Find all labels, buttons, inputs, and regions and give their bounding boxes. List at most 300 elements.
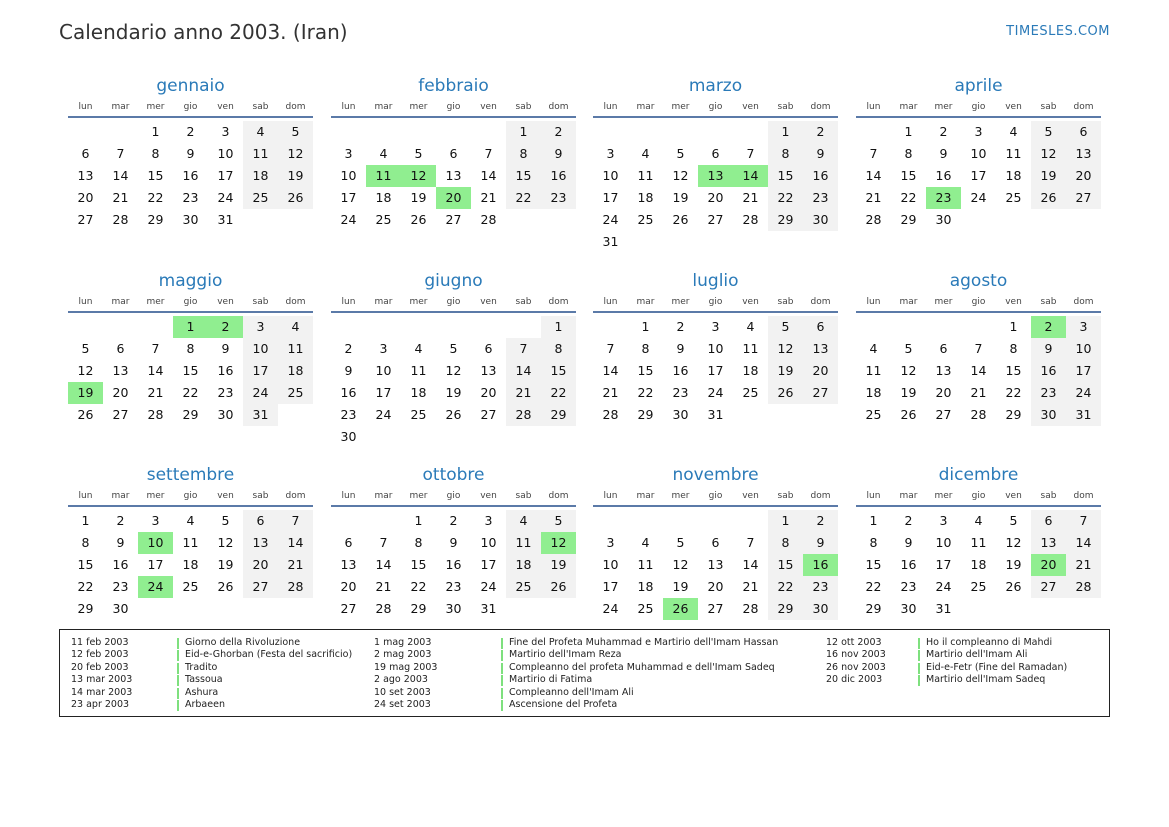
day-cell: 12	[77, 363, 94, 378]
legend-holiday-name: Fine del Profeta Muhammad e Martirio dell'Imam Hassan	[509, 637, 779, 648]
day-cell: 30	[900, 601, 917, 616]
weekday-label: ven	[480, 491, 497, 501]
day-cell: 6	[344, 535, 353, 550]
day-cell: 6	[81, 146, 90, 161]
day-cell: 25	[637, 212, 654, 227]
day-cell: 4	[379, 146, 388, 161]
day-cell: 2	[541, 121, 576, 143]
day-cell: 7	[278, 510, 313, 532]
day-cell: 30	[803, 598, 838, 620]
day-cell: 20	[707, 579, 724, 594]
page-title: Calendario anno 2003. (Iran)	[59, 20, 348, 44]
day-cell: 23	[803, 576, 838, 598]
weekday-label: mar	[374, 102, 393, 112]
legend-marker	[501, 663, 503, 674]
day-cell: 9	[939, 146, 948, 161]
day-cell: 15	[182, 363, 199, 378]
day-cell: 13	[340, 557, 357, 572]
day-cell: 29	[541, 404, 576, 426]
day-cell: 18	[637, 579, 654, 594]
day-cell: 8	[541, 338, 576, 360]
day-cell: 21	[506, 382, 541, 404]
day-cell: 20	[243, 554, 278, 576]
weekday-label: sab	[1040, 297, 1057, 307]
weekday-label: ven	[480, 297, 497, 307]
day-cell: 14	[375, 557, 392, 572]
day-cell: 26	[541, 576, 576, 598]
day-cell: 4	[414, 341, 423, 356]
day-cell: 13	[1066, 143, 1101, 165]
day-cell: 22	[182, 385, 199, 400]
day-cell: 12	[445, 363, 462, 378]
holiday-day: 14	[733, 165, 768, 187]
day-cell: 5	[414, 146, 423, 161]
weekday-label: gio	[446, 297, 461, 307]
day-cell: 24	[480, 579, 497, 594]
weekday-label: mer	[146, 491, 165, 501]
weekday-label: sab	[252, 491, 269, 501]
day-cell: 20	[803, 360, 838, 382]
day-cell: 21	[602, 385, 619, 400]
day-cell: 28	[865, 212, 882, 227]
month-gennaio	[68, 74, 313, 250]
weekday-label: dom	[548, 297, 569, 307]
day-cell: 21	[147, 385, 164, 400]
day-cell: 18	[970, 557, 987, 572]
day-cell: 25	[506, 576, 541, 598]
day-cell: 10	[707, 341, 724, 356]
day-cell: 18	[637, 190, 654, 205]
weekday-header	[856, 102, 1101, 118]
weekday-label: dom	[548, 102, 569, 112]
legend-date: 2 mag 2003	[374, 649, 432, 661]
day-cell: 28	[602, 407, 619, 422]
weekday-label: sab	[515, 102, 532, 112]
weekday-label: mar	[374, 297, 393, 307]
day-cell: 29	[182, 407, 199, 422]
weekday-label: dom	[810, 102, 831, 112]
day-cell: 29	[900, 212, 917, 227]
weekday-label: ven	[742, 491, 759, 501]
month-name: gennaio	[156, 76, 225, 96]
day-cell: 23	[672, 385, 689, 400]
weekday-label: gio	[446, 491, 461, 501]
day-cell: 13	[1031, 532, 1066, 554]
day-cell: 2	[344, 341, 353, 356]
day-cell: 25	[410, 407, 427, 422]
legend-marker	[177, 700, 179, 711]
day-cell: 31	[243, 404, 278, 426]
weekday-header	[856, 297, 1101, 313]
day-grid	[68, 118, 313, 250]
day-cell: 19	[1005, 557, 1022, 572]
day-cell: 8	[768, 143, 803, 165]
day-cell: 2	[803, 510, 838, 532]
day-cell: 20	[1066, 165, 1101, 187]
day-cell: 19	[410, 190, 427, 205]
weekday-label: lun	[603, 297, 618, 307]
weekday-label: dom	[1073, 297, 1094, 307]
weekday-label: sab	[1040, 102, 1057, 112]
day-cell: 27	[935, 407, 952, 422]
month-maggio	[68, 269, 313, 445]
day-cell: 8	[641, 341, 650, 356]
day-cell: 17	[340, 190, 357, 205]
weekday-header	[68, 297, 313, 313]
day-cell: 30	[217, 407, 234, 422]
day-cell: 7	[974, 341, 983, 356]
legend-marker	[177, 663, 179, 674]
day-cell: 8	[904, 146, 913, 161]
weekday-label: sab	[252, 102, 269, 112]
day-cell: 17	[602, 579, 619, 594]
holiday-day: 24	[138, 576, 173, 598]
day-cell: 19	[672, 190, 689, 205]
day-cell: 25	[865, 407, 882, 422]
day-cell: 1	[768, 510, 803, 532]
legend-date: 16 nov 2003	[826, 649, 886, 661]
weekday-label: mar	[899, 491, 918, 501]
day-cell: 11	[506, 532, 541, 554]
day-cell: 30	[672, 407, 689, 422]
day-cell: 22	[506, 187, 541, 209]
month-name: agosto	[949, 271, 1008, 291]
day-cell: 17	[375, 385, 392, 400]
day-cell: 14	[480, 168, 497, 183]
month-luglio	[593, 269, 838, 445]
weekday-label: mer	[671, 297, 690, 307]
day-cell: 8	[81, 535, 90, 550]
day-cell: 1	[904, 124, 913, 139]
day-cell: 23	[217, 385, 234, 400]
day-cell: 16	[182, 168, 199, 183]
day-cell: 18	[278, 360, 313, 382]
day-cell: 17	[480, 557, 497, 572]
day-cell: 30	[112, 601, 129, 616]
day-cell: 15	[506, 165, 541, 187]
day-cell: 11	[970, 535, 987, 550]
day-cell: 31	[1066, 404, 1101, 426]
day-cell: 22	[768, 187, 803, 209]
weekday-label: lun	[78, 102, 93, 112]
day-cell: 24	[707, 385, 724, 400]
day-cell: 18	[243, 165, 278, 187]
legend-holiday-name: Giorno della Rivoluzione	[185, 637, 301, 648]
day-cell: 23	[340, 407, 357, 422]
legend-holiday-name: Martirio dell'Imam Reza	[509, 649, 622, 661]
day-cell: 26	[278, 187, 313, 209]
day-cell: 9	[676, 341, 685, 356]
day-cell: 2	[939, 124, 948, 139]
day-cell: 31	[707, 407, 724, 422]
day-cell: 22	[768, 576, 803, 598]
legend-date: 24 set 2003	[374, 698, 431, 710]
month-name: dicembre	[938, 465, 1019, 485]
weekday-label: sab	[515, 491, 532, 501]
day-cell: 15	[768, 554, 803, 576]
day-cell: 15	[410, 557, 427, 572]
day-cell: 8	[506, 143, 541, 165]
day-cell: 3	[1066, 316, 1101, 338]
day-cell: 27	[480, 407, 497, 422]
day-cell: 24	[217, 190, 234, 205]
day-cell: 10	[935, 535, 952, 550]
day-cell: 12	[278, 143, 313, 165]
day-cell: 7	[116, 146, 125, 161]
legend-marker	[501, 638, 503, 649]
day-cell: 22	[410, 579, 427, 594]
weekday-header	[593, 297, 838, 313]
day-cell: 7	[379, 535, 388, 550]
day-cell: 9	[221, 341, 230, 356]
day-cell: 4	[278, 316, 313, 338]
holiday-day: 20	[436, 187, 471, 209]
day-cell: 22	[865, 579, 882, 594]
day-cell: 18	[1005, 168, 1022, 183]
day-cell: 23	[900, 579, 917, 594]
day-cell: 23	[803, 187, 838, 209]
day-cell: 24	[340, 212, 357, 227]
day-cell: 24	[375, 407, 392, 422]
legend-holiday-name: Eid-e-Fetr (Fine del Ramadan)	[926, 661, 1068, 673]
day-cell: 2	[803, 121, 838, 143]
day-cell: 16	[935, 168, 952, 183]
day-cell: 29	[768, 598, 803, 620]
day-grid	[593, 313, 838, 445]
day-cell: 16	[672, 363, 689, 378]
legend-marker	[177, 650, 179, 661]
day-cell: 11	[742, 341, 759, 356]
day-cell: 25	[970, 579, 987, 594]
day-cell: 19	[217, 557, 234, 572]
day-cell: 3	[711, 319, 720, 334]
day-cell: 5	[676, 146, 685, 161]
day-cell: 23	[541, 187, 576, 209]
month-agosto	[856, 269, 1101, 445]
weekday-label: dom	[810, 491, 831, 501]
holiday-day: 12	[541, 532, 576, 554]
day-cell: 13	[803, 338, 838, 360]
day-grid	[856, 313, 1101, 445]
month-name: ottobre	[422, 465, 485, 485]
day-cell: 14	[970, 363, 987, 378]
day-cell: 30	[1031, 404, 1066, 426]
day-cell: 17	[1066, 360, 1101, 382]
day-cell: 6	[243, 510, 278, 532]
holiday-day: 16	[803, 554, 838, 576]
weekday-label: mar	[636, 297, 655, 307]
day-cell: 14	[147, 363, 164, 378]
weekday-label: lun	[603, 491, 618, 501]
day-grid	[331, 118, 576, 250]
day-cell: 11	[182, 535, 199, 550]
legend-marker	[918, 638, 920, 649]
day-cell: 6	[1066, 121, 1101, 143]
day-cell: 18	[742, 363, 759, 378]
day-cell: 17	[602, 190, 619, 205]
day-cell: 20	[77, 190, 94, 205]
month-name: maggio	[158, 271, 223, 291]
day-grid	[593, 507, 838, 639]
day-cell: 7	[746, 535, 755, 550]
day-cell: 2	[116, 513, 125, 528]
holiday-legend	[59, 629, 1110, 717]
months-grid	[68, 74, 1102, 634]
weekday-label: mer	[671, 491, 690, 501]
weekday-label: dom	[810, 297, 831, 307]
day-cell: 3	[974, 124, 983, 139]
day-cell: 25	[1005, 190, 1022, 205]
weekday-label: ven	[1005, 491, 1022, 501]
month-name: febbraio	[418, 76, 489, 96]
day-cell: 27	[1031, 576, 1066, 598]
day-cell: 24	[935, 579, 952, 594]
day-cell: 16	[340, 385, 357, 400]
day-cell: 30	[935, 212, 952, 227]
day-cell: 4	[641, 535, 650, 550]
weekday-label: gio	[971, 491, 986, 501]
day-cell: 4	[243, 121, 278, 143]
day-cell: 12	[900, 363, 917, 378]
weekday-header	[593, 491, 838, 507]
day-cell: 26	[445, 407, 462, 422]
day-cell: 13	[77, 168, 94, 183]
day-cell: 13	[445, 168, 462, 183]
day-cell: 9	[904, 535, 913, 550]
day-cell: 4	[974, 513, 983, 528]
weekday-label: ven	[217, 491, 234, 501]
day-cell: 5	[768, 316, 803, 338]
legend-marker	[501, 688, 503, 699]
day-cell: 28	[742, 212, 759, 227]
day-cell: 6	[116, 341, 125, 356]
day-cell: 29	[768, 209, 803, 231]
month-name: novembre	[672, 465, 759, 485]
day-cell: 10	[375, 363, 392, 378]
holiday-day: 26	[663, 598, 698, 620]
day-cell: 10	[217, 146, 234, 161]
weekday-label: mer	[934, 491, 953, 501]
day-cell: 16	[541, 165, 576, 187]
day-cell: 21	[112, 190, 129, 205]
day-cell: 17	[217, 168, 234, 183]
day-cell: 9	[803, 532, 838, 554]
weekday-label: lun	[341, 102, 356, 112]
holiday-day: 2	[1031, 316, 1066, 338]
day-cell: 1	[869, 513, 878, 528]
day-cell: 11	[637, 557, 654, 572]
day-cell: 28	[480, 212, 497, 227]
day-grid	[856, 118, 1101, 250]
day-cell: 5	[904, 341, 913, 356]
day-cell: 21	[278, 554, 313, 576]
day-cell: 24	[970, 190, 987, 205]
day-cell: 24	[602, 212, 619, 227]
month-marzo	[593, 74, 838, 250]
day-cell: 3	[606, 146, 615, 161]
holiday-day: 23	[926, 187, 961, 209]
weekday-label: mar	[636, 491, 655, 501]
day-cell: 20	[340, 579, 357, 594]
weekday-label: sab	[515, 297, 532, 307]
weekday-label: ven	[742, 297, 759, 307]
site-link[interactable]: TIMESLES.COM	[1006, 24, 1110, 39]
day-cell: 14	[278, 532, 313, 554]
day-cell: 3	[379, 341, 388, 356]
day-cell: 5	[278, 121, 313, 143]
day-cell: 17	[243, 360, 278, 382]
month-ottobre	[331, 463, 576, 639]
day-cell: 26	[217, 579, 234, 594]
day-cell: 13	[112, 363, 129, 378]
day-cell: 28	[1066, 576, 1101, 598]
day-cell: 1	[81, 513, 90, 528]
legend-date: 12 feb 2003	[71, 649, 129, 661]
legend-date: 19 mag 2003	[374, 661, 438, 673]
legend-holiday-name: Martirio dell'Imam Sadeq	[926, 674, 1046, 686]
day-cell: 15	[1005, 363, 1022, 378]
holiday-day: 20	[1031, 554, 1066, 576]
day-cell: 15	[541, 360, 576, 382]
day-cell: 6	[1031, 510, 1066, 532]
day-grid	[331, 507, 576, 639]
day-cell: 15	[900, 168, 917, 183]
legend-date: 10 set 2003	[374, 686, 431, 698]
day-cell: 14	[506, 360, 541, 382]
weekday-label: mar	[899, 297, 918, 307]
day-grid	[68, 507, 313, 639]
day-cell: 1	[151, 124, 160, 139]
weekday-label: sab	[777, 102, 794, 112]
day-cell: 1	[541, 316, 576, 338]
day-cell: 11	[1005, 146, 1022, 161]
day-cell: 22	[637, 385, 654, 400]
day-cell: 1	[506, 121, 541, 143]
day-cell: 19	[445, 385, 462, 400]
day-cell: 8	[1009, 341, 1018, 356]
day-cell: 7	[606, 341, 615, 356]
holiday-day: 19	[68, 382, 103, 404]
day-cell: 3	[221, 124, 230, 139]
weekday-label: ven	[217, 297, 234, 307]
weekday-label: ven	[1005, 102, 1022, 112]
weekday-label: mar	[111, 102, 130, 112]
month-novembre	[593, 463, 838, 639]
weekday-label: mer	[146, 102, 165, 112]
weekday-label: ven	[742, 102, 759, 112]
day-cell: 18	[182, 557, 199, 572]
day-cell: 8	[414, 535, 423, 550]
day-cell: 19	[900, 385, 917, 400]
legend-holiday-name: Eid-e-Ghorban (Festa del sacrificio)	[185, 649, 353, 661]
day-cell: 2	[676, 319, 685, 334]
day-cell: 18	[375, 190, 392, 205]
day-cell: 18	[410, 385, 427, 400]
day-cell: 9	[186, 146, 195, 161]
day-cell: 25	[243, 187, 278, 209]
day-cell: 25	[278, 382, 313, 404]
weekday-header	[856, 491, 1101, 507]
day-cell: 3	[151, 513, 160, 528]
day-cell: 4	[1009, 124, 1018, 139]
day-cell: 18	[865, 385, 882, 400]
weekday-label: lun	[603, 102, 618, 112]
legend-holiday-name: Arbaeen	[185, 698, 225, 710]
day-cell: 10	[480, 535, 497, 550]
day-grid	[856, 507, 1101, 639]
day-cell: 28	[112, 212, 129, 227]
day-cell: 16	[112, 557, 129, 572]
